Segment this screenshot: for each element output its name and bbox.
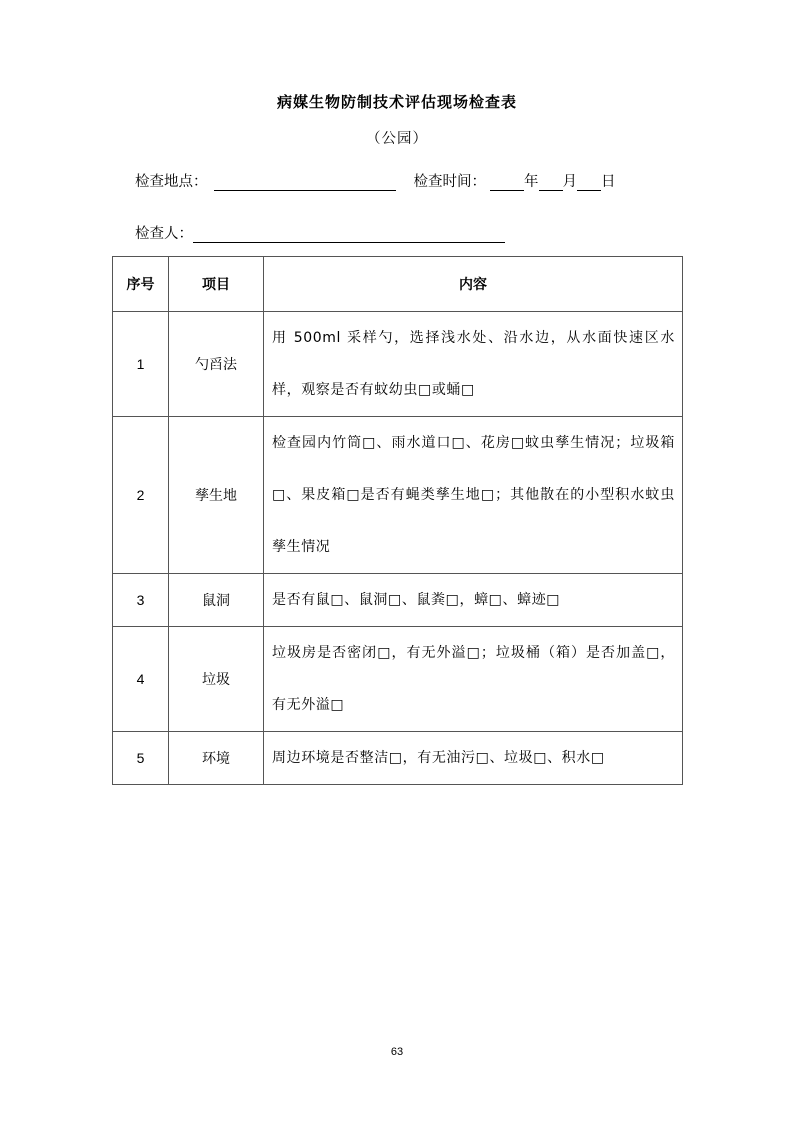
location-field[interactable] [214,174,396,191]
row-number: 2 [113,417,169,574]
table-row [113,732,683,785]
row-item: 鼠洞 [169,574,264,627]
inspector-label: 检查人： [135,226,193,242]
row-number: 3 [113,574,169,627]
page-number: 63 [390,1046,404,1058]
day-field[interactable] [577,174,601,191]
row-content: 垃圾房是否密闭□，有无外溢□；垃圾桶（箱）是否加盖□，有无外溢□ [264,627,683,732]
month-field[interactable] [539,174,563,191]
row-number: 4 [113,627,169,732]
row-content: 用 500ml 采样勺，选择浅水处、沿水边，从水面快速区水样，观察是否有蚊幼虫□或蛹□ [264,312,683,417]
row-item: 孳生地 [169,417,264,574]
row-content: 周边环境是否整洁□，有无油污□、垃圾□、积水□ [264,732,683,785]
header-item: 项目 [169,257,264,312]
month-label: 月 [562,174,577,190]
year-field[interactable] [490,174,524,191]
header-content: 内容 [264,257,683,312]
row-content: 是否有鼠□、鼠洞□、鼠粪□，蟑□、蟑迹□ [264,574,683,627]
year-label: 年 [524,174,539,190]
row-number: 1 [113,312,169,417]
table-header-row [113,257,683,312]
table-row [113,574,683,627]
form-subtitle: （公园） [366,131,428,147]
table-row [113,627,683,732]
form-title: 病媒生物防制技术评估现场检查表 [276,93,517,111]
inspection-table [112,256,683,785]
inspector-field[interactable] [193,226,505,243]
day-label: 日 [601,174,616,190]
table-row [113,312,683,417]
time-label: 检查时间： [413,174,486,190]
inspector-row [135,222,505,243]
row-number: 5 [113,732,169,785]
location-time-row [135,170,616,191]
row-item: 环境 [169,732,264,785]
row-item: 勺舀法 [169,312,264,417]
row-content: 检查园内竹筒□、雨水道口□、花房□蚊虫孳生情况；垃圾箱□、果皮箱□是否有蝇类孳生地□；其他散在的小型积水蚊虫孳生情况 [264,417,683,574]
row-item: 垃圾 [169,627,264,732]
header-no: 序号 [113,257,169,312]
table-row [113,417,683,574]
location-label: 检查地点： [135,174,208,190]
